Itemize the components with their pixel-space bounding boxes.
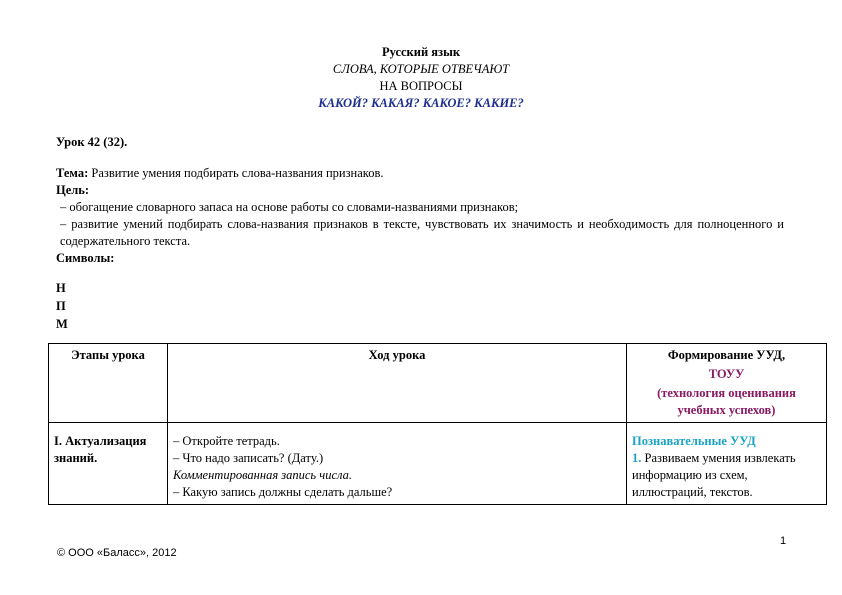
aim-label: Цель: [56, 183, 90, 197]
toou-label: ТОУУ [708, 367, 745, 381]
header-stages: Этапы урока [49, 344, 168, 423]
toou-description: (технология оценивания учебных успехов) [657, 386, 796, 417]
document-header [0, 44, 842, 112]
lesson-flow-cell [168, 423, 627, 505]
topic-line-1: СЛОВА, КОТОРЫЕ ОТВЕЧАЮТ [332, 62, 510, 76]
uud-item: 1. Развиваем умения извлекать информацию из схем, иллюстраций, текстов. [632, 451, 796, 499]
stage-name: I. Актуализация знаний. [54, 434, 147, 465]
table-header-row [49, 344, 827, 423]
symbols-label: Символы: [56, 251, 115, 265]
header-lesson-flow: Ход урока [168, 344, 627, 423]
flow-line-3: Комментированная запись числа. [173, 468, 352, 482]
lesson-number: Урок 42 (32). [56, 135, 128, 149]
topic-questions: КАКОЙ? КАКАЯ? КАКОЕ? КАКИЕ? [318, 96, 524, 110]
flow-line-2: – Что надо записать? (Дату.) [173, 451, 324, 465]
theme-label: Тема: [56, 166, 89, 180]
symbol-m: М [56, 317, 68, 331]
aim-item-2: – развитие умений подбирать слова-названия признаков в тексте, чувствовать их значимость и необходимость для полноценного и содержательного текста. [60, 217, 784, 248]
symbol-p: П [56, 299, 66, 313]
aim-item-1: – обогащение словарного запаса на основе работы со словами-названиями признаков; [60, 200, 519, 214]
flow-line-4: – Какую запись должны сделать дальше? [173, 485, 393, 499]
symbols-list [56, 279, 68, 333]
symbol-n: Н [56, 281, 66, 295]
copyright-footer: © ООО «Баласс», 2012 [57, 547, 177, 559]
header-uud: Формирование УУД, ТОУУ (технология оценивания учебных успехов) [627, 344, 827, 423]
flow-line-1: – Откройте тетрадь. [173, 434, 280, 448]
theme-line [56, 165, 784, 182]
lesson-plan-table [48, 343, 827, 505]
subject-title: Русский язык [381, 45, 461, 59]
lesson-goals [56, 165, 784, 267]
theme-text: Развитие умения подбирать слова-названия признаков. [88, 166, 384, 180]
topic-line-2: НА ВОПРОСЫ [379, 79, 463, 93]
page-number: 1 [780, 535, 787, 547]
uud-cell [627, 423, 827, 505]
table-row [49, 423, 827, 505]
stage-cell [49, 423, 168, 505]
uud-heading: Познавательные УУД [632, 434, 756, 448]
